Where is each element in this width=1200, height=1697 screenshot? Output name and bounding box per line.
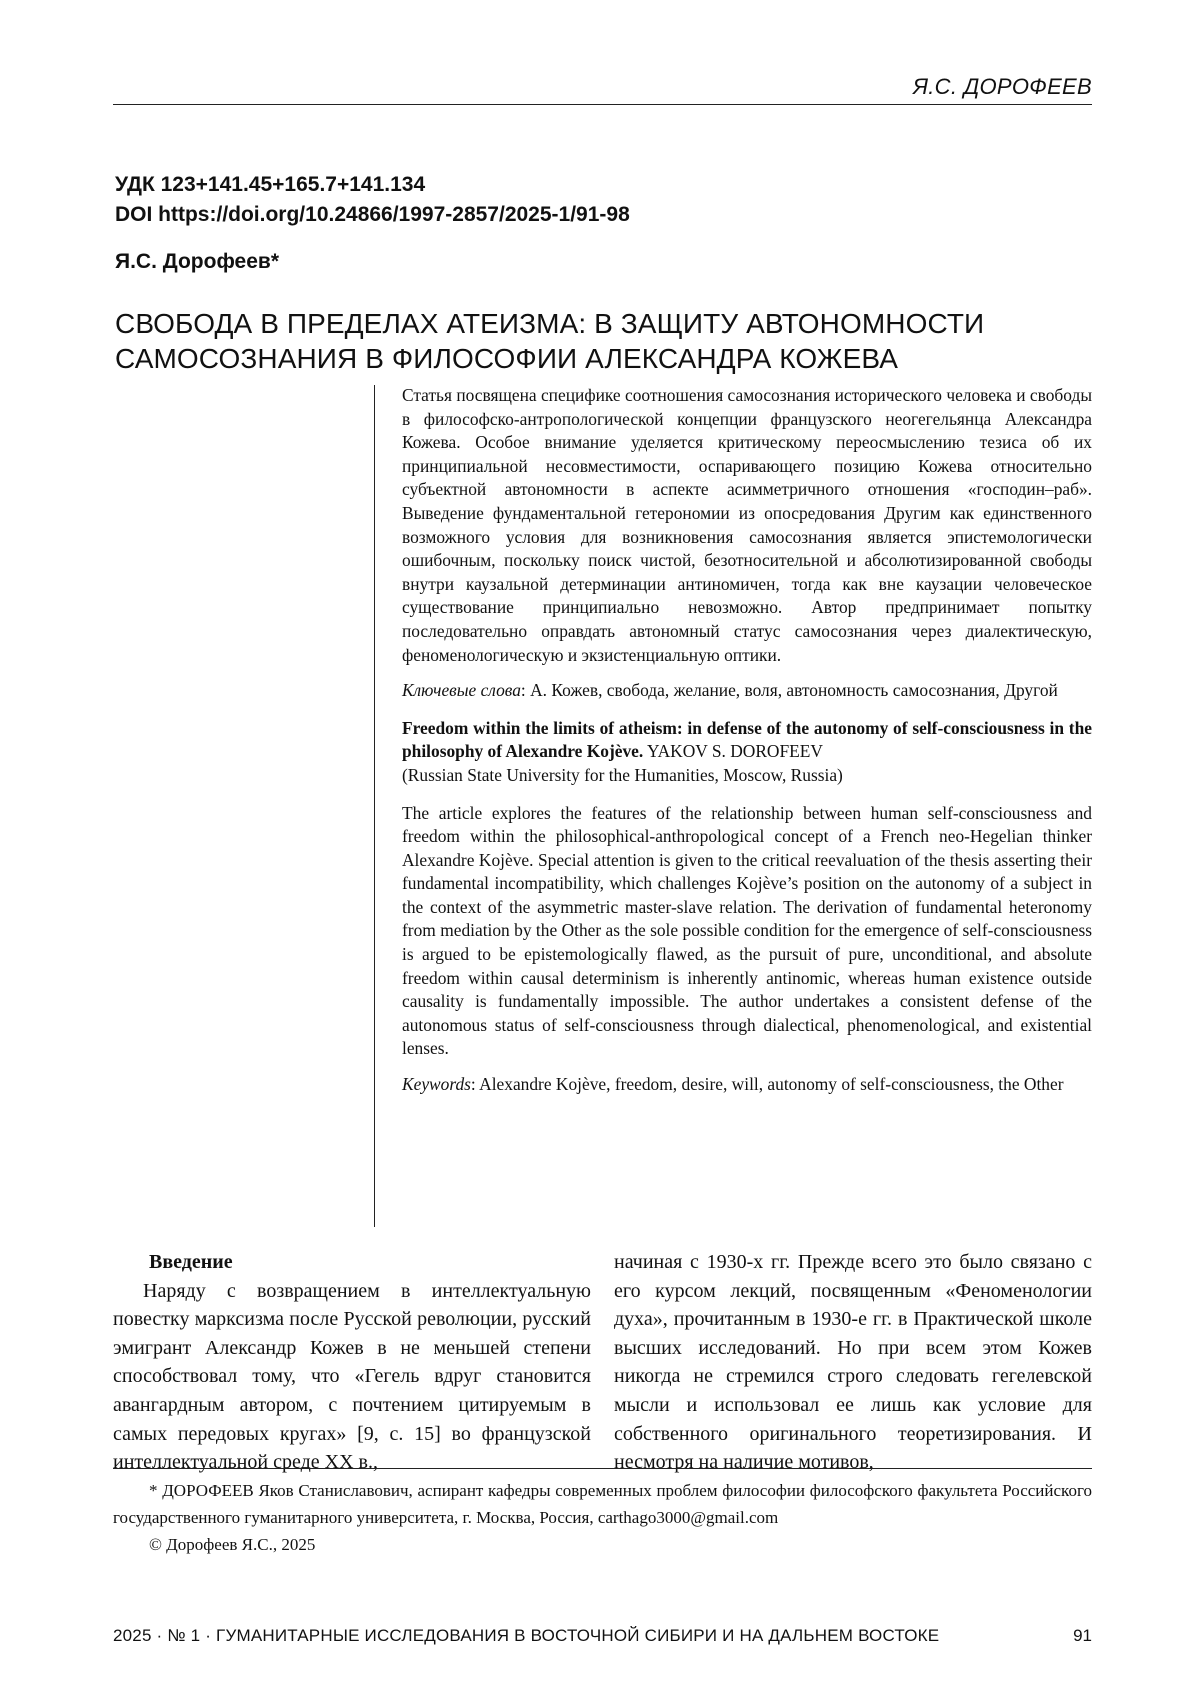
title-line-1: СВОБОДА В ПРЕДЕЛАХ АТЕИЗМА: В ЗАЩИТУ АВТОНОМНОСТИ	[115, 308, 985, 339]
page-number: 91	[1073, 1626, 1092, 1645]
keywords-en-text: : Alexandre Kojève, freedom, desire, will, autonomy of self-consciousness, the Other	[470, 1074, 1064, 1095]
english-author: YAKOV S. DOROFEEV	[643, 741, 823, 762]
copyright: © Дорофеев Я.С., 2025	[149, 1535, 316, 1554]
keywords-en-label: Keywords	[402, 1074, 471, 1095]
journal-footer: 2025 · № 1 · ГУМАНИТАРНЫЕ ИССЛЕДОВАНИЯ В ВОСТОЧНОЙ СИБИРИ И НА ДАЛЬНЕМ ВОСТОКЕ	[113, 1626, 940, 1645]
abstract-side-rule	[374, 385, 375, 1227]
abstract-block	[402, 384, 1092, 1097]
left-column-text: Наряду с возвращением в интеллектуальную повестку марксизма после Русской революции, русский эмигрант Александр Кожев в не меньшей степени способствовал тому, что «Гегель вдруг становится авангардным автором, с почтением цитируемым в самых передовых кругах» [9, с. 15] во французской интеллектуальной среде XX в.,	[113, 1279, 591, 1474]
left-column	[113, 1248, 591, 1477]
body-columns	[113, 1248, 1092, 1474]
keywords-en	[402, 1073, 1092, 1097]
english-title-block	[402, 717, 1092, 788]
english-title: Freedom within the limits of atheism: in defense of the autonomy of self-consciousness in the philosophy of Alexandre Kojève.	[402, 717, 1092, 762]
abstract-en: The article explores the features of the relationship between human self-consciousness and freedom within the philosophical-anthropological concept of a French neo-Hegelian thinker Alexandre Kojève. Special attention is given to the critical reevaluation of the thesis asserting their fundamental incompatibility, which challenges Kojève’s position on the autonomy of a subject in the context of the asymmetric master-slave relation. The derivation of fundamental heteronomy from mediation by the Other as the sole possible condition for the emergence of self-consciousness is argued to be epistemologically flawed, as the pursuit of pure, unconditional, and absolute freedom within causal determinism is inherently antinomic, whereas human existence outside causality is fundamentally impossible. The author undertakes a consistent defense of the autonomous status of self-consciousness through dialectical, phenomenological, and existential lenses.	[402, 802, 1092, 1059]
title-line-2: САМОСОЗНАНИЯ В ФИЛОСОФИИ АЛЕКСАНДРА КОЖЕВА	[115, 343, 899, 374]
right-column	[614, 1248, 1092, 1477]
keywords-ru-label: Ключевые слова	[402, 680, 521, 701]
footnote-divider	[113, 1468, 1092, 1469]
footnote-text: * ДОРОФЕЕВ Яков Станиславович, аспирант кафедры современных проблем философии философского факультета Российского государственного гуманитарного университета, г. Москва, Россия, carthago3000@gmail.com	[113, 1481, 1092, 1527]
udk-code: УДК 123+141.45+165.7+141.134	[115, 173, 426, 196]
right-column-text: начиная с 1930-х гг. Прежде всего это было связано с его курсом лекций, посвященным «Феноменологии духа», прочитанным в 1930-е гг. в Практической школе высших исследований. Но при всем этом Кожев никогда не стремился строго следовать гегелевской мысли и использовал ее лишь как условие для собственного оригинального теоретизирования. И несмотря на наличие мотивов,	[614, 1251, 1092, 1474]
english-affiliation: (Russian State University for the Humanities, Moscow, Russia)	[402, 764, 843, 785]
article-title	[115, 306, 1095, 376]
running-head: Я.С. ДОРОФЕЕВ	[912, 74, 1092, 99]
footnote	[113, 1477, 1092, 1558]
author-name: Я.С. Дорофеев*	[115, 250, 280, 273]
keywords-ru-text: : А. Кожев, свобода, желание, воля, автономность самосознания, Другой	[520, 680, 1058, 701]
keywords-ru	[402, 679, 1092, 703]
section-heading: Введение	[149, 1251, 233, 1273]
header-divider	[113, 104, 1092, 105]
article-identifiers	[115, 170, 630, 230]
doi[interactable]: DOI https://doi.org/10.24866/1997-2857/2025-1/91-98	[115, 203, 630, 226]
abstract-ru: Статья посвящена специфике соотношения самосознания исторического человека и свободы в философско-антропологической концепции французского неогегельянца Александра Кожева. Особое внимание уделяется критическому переосмыслению тезиса об их принципиальной несовместимости, оспаривающего позицию Кожева относительно субъектной автономности в аспекте асимметричного отношения «господин–раб». Выведение фундаментальной гетерономии из опосредования Другим как единственного возможного условия для возникновения самосознания является эпистемологически ошибочным, поскольку поиск чистой, безотносительной и абсолютизированной свободы внутри каузальной детерминации антиномичен, тогда как вне каузации человеческое существование принципиально невозможно. Автор предпринимает попытку последовательно оправдать автономный статус самосознания через диалектическую, феноменологическую и экзистенциальную оптики.	[402, 385, 1092, 665]
